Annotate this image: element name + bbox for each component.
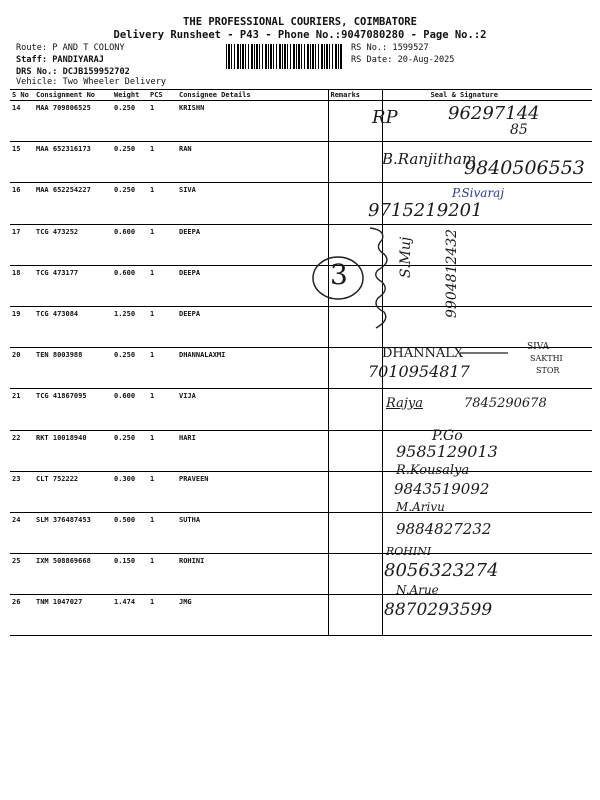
cell-consignee: HARI [177,430,328,471]
cell-consignee: PRAVEEN [177,471,328,512]
cell-remarks [328,142,382,183]
cell-sno: 19 [10,306,34,347]
rs-date: RS Date: 20-Aug-2025 [351,55,455,65]
cell-pcs: 1 [148,595,177,636]
cell-signature [382,306,592,347]
handwritten-phone: 9585129013 [396,442,498,461]
cell-consignee: DHANNALAXMI [177,348,328,389]
handwritten-signature: S.Muj [398,236,414,278]
cell-consignee: VIJA [177,389,328,430]
cell-pcs: 1 [148,183,177,224]
handwritten-name: B.Ranjitham [382,150,477,168]
header-pcs: PCS [148,90,177,101]
page-subtitle: Delivery Runsheet - P43 - Phone No.:9047080280 - Page No.:2 [113,29,487,41]
table-row [10,512,592,553]
handwritten-phone: 85 [510,122,528,138]
cell-consignment: TCG 473084 [34,306,112,347]
cell-remarks [328,430,382,471]
header-consignment: Consignment No [34,90,112,101]
cell-pcs: 1 [148,142,177,183]
cell-consignment: IXM 508869668 [34,554,112,595]
cell-weight: 0.600 [112,265,148,306]
handwritten-phone: 9884827232 [396,520,492,538]
table-row [10,471,592,512]
table-row [10,265,592,306]
cell-remarks [328,595,382,636]
cell-consignment: TCG 473177 [34,265,112,306]
handwritten-phone: 8870293599 [384,600,493,620]
cell-sno: 22 [10,430,34,471]
cell-sno: 23 [10,471,34,512]
cell-consignee: JMG [177,595,328,636]
table-row [10,306,592,347]
cell-consignment: MAA 652254227 [34,183,112,224]
cell-pcs: 1 [148,101,177,142]
cell-sno: 18 [10,265,34,306]
table-header-row [10,90,592,101]
route-label: Route: P AND T COLONY [16,43,125,53]
cell-weight: 0.150 [112,554,148,595]
cell-remarks [328,554,382,595]
cell-pcs: 1 [148,265,177,306]
header-sno: S No [10,90,34,101]
table-row [10,183,592,224]
cell-pcs: 1 [148,554,177,595]
cell-pcs: 1 [148,512,177,553]
cell-sno: 17 [10,224,34,265]
cell-weight: 0.250 [112,183,148,224]
header-remarks: Remarks [328,90,382,101]
cell-sno: 14 [10,101,34,142]
cell-pcs: 1 [148,306,177,347]
handwritten-name: ROHINI [386,545,432,558]
vehicle-label: Vehicle: Two Wheeler Delivery [16,77,167,87]
header-signature: Seal & Signature [382,90,592,101]
cell-consignment: TNM 1047027 [34,595,112,636]
handwritten-phone: 7010954817 [368,362,470,381]
page-title: THE PROFESSIONAL COURIERS, COIMBATORE [183,16,417,28]
table-row [10,554,592,595]
handwritten-phone: 7845290678 [464,396,547,411]
handwritten-name: DHANNALX [382,346,464,361]
handwritten-note: SIVA [527,342,550,352]
header-consignee: Consignee Details [177,90,328,101]
cell-remarks [328,512,382,553]
cell-consignee: KRISHN [177,101,328,142]
cell-weight: 1.250 [112,306,148,347]
drs-number: DRS No.: DCJB159952702 [16,67,130,77]
cell-consignment: SLM 376487453 [34,512,112,553]
cell-consignment: MAA 652316173 [34,142,112,183]
handwritten-phone: 8056323274 [384,560,499,581]
table-row [10,430,592,471]
handwritten-name: M.Arivu [396,500,445,514]
cell-consignment: MAA 709806525 [34,101,112,142]
handwritten-name: R.Kousalya [396,463,470,478]
cell-consignee: ROHINI [177,554,328,595]
barcode [226,44,343,69]
cell-consignee: DEEPA [177,265,328,306]
handwritten-name: Rajya [386,396,423,411]
cell-consignment: TCG 473252 [34,224,112,265]
cell-consignment: TCG 41867095 [34,389,112,430]
cell-pcs: 1 [148,389,177,430]
bracket-mark [364,224,398,334]
cell-consignment: TEN 8003988 [34,348,112,389]
cell-consignee: SIVA [177,183,328,224]
cell-sno: 15 [10,142,34,183]
cell-sno: 26 [10,595,34,636]
handwritten-initials: RP [372,107,398,128]
cell-pcs: 1 [148,224,177,265]
cell-sno: 20 [10,348,34,389]
cell-consignee: SUTHA [177,512,328,553]
cell-sno: 25 [10,554,34,595]
handwritten-signature: P.Go [432,428,463,444]
table-row [10,224,592,265]
circled-number: 3 [330,258,348,291]
cell-pcs: 1 [148,471,177,512]
header-weight: Weight [112,90,148,101]
cell-consignment: CLT 752222 [34,471,112,512]
cell-consignee: DEEPA [177,306,328,347]
cell-weight: 0.500 [112,512,148,553]
cell-remarks [328,389,382,430]
handwritten-phone: 96297144 [448,103,540,124]
cell-weight: 0.600 [112,389,148,430]
handwritten-phone: 9843519092 [394,480,490,498]
table-row [10,595,592,636]
cell-pcs: 1 [148,430,177,471]
handwritten-note: SAKTHI [530,354,563,363]
cell-weight: 0.250 [112,101,148,142]
cell-sno: 24 [10,512,34,553]
staff-label: Staff: PANDIYARAJ [16,55,104,65]
cell-weight: 0.600 [112,224,148,265]
cell-sno: 21 [10,389,34,430]
rs-number: RS No.: 1599527 [351,43,429,53]
handwritten-phone: 9904812432 [444,228,460,318]
handwritten-phone: 9715219201 [368,200,483,221]
cell-pcs: 1 [148,348,177,389]
cell-consignee: RAN [177,142,328,183]
cell-weight: 0.250 [112,348,148,389]
handwritten-name: P.Sivaraj [452,186,505,200]
handwritten-name: N.Arue [396,583,439,597]
handwritten-note: STOR [536,366,560,375]
underline-stroke [460,350,508,356]
cell-weight: 0.300 [112,471,148,512]
cell-weight: 0.250 [112,142,148,183]
cell-remarks [328,471,382,512]
cell-consignment: RKT 10018940 [34,430,112,471]
cell-weight: 1.474 [112,595,148,636]
cell-sno: 16 [10,183,34,224]
cell-consignee: DEEPA [177,224,328,265]
cell-weight: 0.250 [112,430,148,471]
handwritten-phone: 9840506553 [464,157,585,179]
